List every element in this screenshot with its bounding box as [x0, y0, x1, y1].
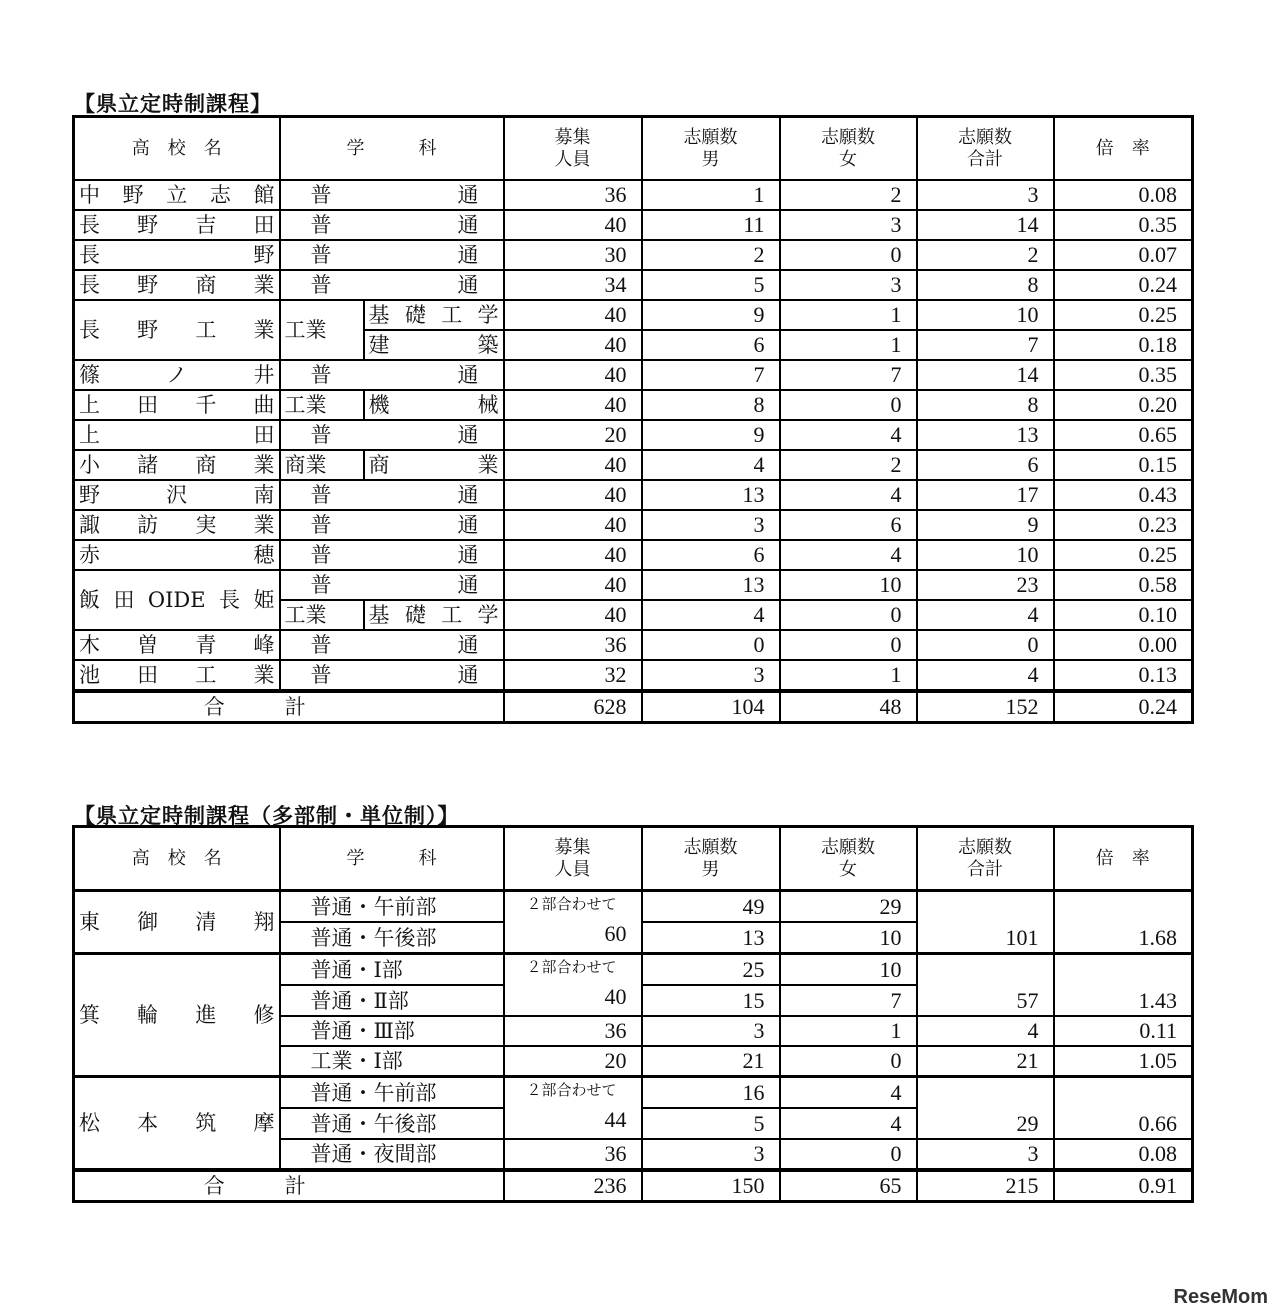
total-cell: 17	[917, 480, 1054, 510]
ratio-cell: 0.25	[1054, 300, 1193, 330]
header-female: 志願数 女	[780, 117, 917, 181]
table-row	[74, 300, 1193, 330]
capacity-cell: 40	[504, 600, 642, 630]
total-label: 合計	[74, 1170, 504, 1202]
female-cell: 2	[780, 450, 917, 480]
capacity-cell: 36	[504, 630, 642, 660]
total-cell: 4	[917, 660, 1054, 691]
ratio-cell: 1.05	[1054, 1046, 1193, 1077]
female-cell: 10	[780, 570, 917, 600]
dept: 普通	[280, 480, 504, 510]
dept: 普通	[280, 420, 504, 450]
table-row	[74, 420, 1193, 450]
capacity-cell: 40	[504, 210, 642, 240]
female-cell: 0	[780, 390, 917, 420]
school-name: 小諸商業	[74, 450, 280, 480]
female-cell: 4	[780, 480, 917, 510]
capacity-value: 44	[604, 1107, 627, 1132]
school-name: 中野立志館	[74, 180, 280, 210]
female-cell: 1	[780, 1016, 917, 1046]
table-row	[74, 891, 1193, 923]
total-cell: 13	[917, 420, 1054, 450]
sum-ratio: 0.91	[1054, 1170, 1193, 1202]
female-cell: 1	[780, 660, 917, 691]
sub-dept: 基礎工学	[364, 300, 504, 330]
male-cell: 9	[642, 300, 780, 330]
female-cell: 4	[780, 420, 917, 450]
capacity-cell: 40	[504, 510, 642, 540]
school-name: 長野商業	[74, 270, 280, 300]
male-cell: 7	[642, 360, 780, 390]
ratio-cell: 0.65	[1054, 420, 1193, 450]
school-name: 池田工業	[74, 660, 280, 691]
female-cell: 29	[780, 891, 917, 923]
ratio-cell: 1.68	[1054, 891, 1193, 954]
capacity-value: 60	[604, 921, 627, 946]
course: 普通・Ⅰ部	[280, 954, 504, 986]
header-ratio: 倍 率	[1054, 827, 1193, 891]
header-ratio: 倍 率	[1054, 117, 1193, 181]
dept: 普通	[280, 630, 504, 660]
ratio-cell: 0.35	[1054, 210, 1193, 240]
ratio-cell: 0.24	[1054, 270, 1193, 300]
female-cell: 0	[780, 600, 917, 630]
school-name: 長 野	[74, 240, 280, 270]
school-name: 篠ノ井	[74, 360, 280, 390]
total-cell: 2	[917, 240, 1054, 270]
sum-female: 65	[780, 1170, 917, 1202]
dept: 工業	[280, 600, 364, 630]
total-cell: 57	[917, 954, 1054, 1017]
ratio-cell: 1.43	[1054, 954, 1193, 1017]
table1-title: 【県立定時制課程】	[74, 91, 272, 116]
table-row	[74, 1077, 1193, 1109]
header-total: 志願数 合計	[917, 827, 1054, 891]
male-cell: 5	[642, 270, 780, 300]
female-cell: 0	[780, 1139, 917, 1170]
total-cell: 4	[917, 1016, 1054, 1046]
male-cell: 3	[642, 660, 780, 691]
capacity-cell: 30	[504, 240, 642, 270]
ratio-cell: 0.20	[1054, 390, 1193, 420]
female-cell: 10	[780, 922, 917, 954]
combined-note: ２部合わせて	[526, 895, 617, 913]
capacity-value: 40	[604, 984, 627, 1009]
capacity-cell: 34	[504, 270, 642, 300]
female-cell: 7	[780, 360, 917, 390]
school-name: 東御清翔	[74, 891, 280, 954]
table-row	[74, 270, 1193, 300]
male-cell: 13	[642, 570, 780, 600]
header-school: 高 校 名	[74, 117, 280, 181]
male-cell: 5	[642, 1108, 780, 1139]
male-cell: 4	[642, 600, 780, 630]
header-female: 志願数 女	[780, 827, 917, 891]
table2-title: 【県立定時制課程（多部制・単位制）】	[74, 803, 460, 828]
sub-dept: 建築	[364, 330, 504, 360]
female-cell: 10	[780, 954, 917, 986]
course: 普通・Ⅲ部	[280, 1016, 504, 1046]
male-cell: 11	[642, 210, 780, 240]
ratio-cell: 0.00	[1054, 630, 1193, 660]
dept: 普通	[280, 570, 504, 600]
female-cell: 2	[780, 180, 917, 210]
total-cell: 8	[917, 270, 1054, 300]
sum-capacity: 628	[504, 691, 642, 723]
sum-male: 104	[642, 691, 780, 723]
female-cell: 7	[780, 985, 917, 1016]
female-cell: 4	[780, 1108, 917, 1139]
dept: 普通	[280, 240, 504, 270]
ratio-cell: 0.35	[1054, 360, 1193, 390]
dept: 普通	[280, 660, 504, 691]
table-row	[74, 210, 1193, 240]
table-row	[74, 390, 1193, 420]
capacity-cell: 36	[504, 180, 642, 210]
table-row	[74, 510, 1193, 540]
total-row	[74, 691, 1193, 723]
course: 普通・午前部	[280, 1077, 504, 1109]
total-cell: 23	[917, 570, 1054, 600]
school-name: 上 田	[74, 420, 280, 450]
dept: 工業	[280, 390, 364, 420]
male-cell: 8	[642, 390, 780, 420]
ratio-cell: 0.08	[1054, 180, 1193, 210]
total-cell: 3	[917, 1139, 1054, 1170]
header-male: 志願数 男	[642, 827, 780, 891]
dept: 普通	[280, 360, 504, 390]
female-cell: 1	[780, 330, 917, 360]
dept: 工業	[280, 300, 364, 360]
capacity-cell: 40	[504, 360, 642, 390]
ratio-cell: 0.58	[1054, 570, 1193, 600]
female-cell: 1	[780, 300, 917, 330]
ratio-cell: 0.25	[1054, 540, 1193, 570]
total-cell: 29	[917, 1077, 1054, 1140]
female-cell: 4	[780, 540, 917, 570]
ratio-cell: 0.08	[1054, 1139, 1193, 1170]
course: 普通・夜間部	[280, 1139, 504, 1170]
male-cell: 3	[642, 510, 780, 540]
total-cell: 8	[917, 390, 1054, 420]
total-cell: 9	[917, 510, 1054, 540]
table-row	[74, 540, 1193, 570]
sub-dept: 商業	[364, 450, 504, 480]
male-cell: 9	[642, 420, 780, 450]
total-cell: 101	[917, 891, 1054, 954]
course: 普通・午後部	[280, 922, 504, 954]
dept: 商業	[280, 450, 364, 480]
sub-dept: 基礎工学	[364, 600, 504, 630]
sum-male: 150	[642, 1170, 780, 1202]
female-cell: 0	[780, 240, 917, 270]
table-row	[74, 240, 1193, 270]
total-cell: 0	[917, 630, 1054, 660]
table-row	[74, 360, 1193, 390]
ratio-cell: 0.43	[1054, 480, 1193, 510]
sub-dept: 機械	[364, 390, 504, 420]
school-name: 上田千曲	[74, 390, 280, 420]
capacity-cell: 20	[504, 1046, 642, 1077]
school-name: 赤 穂	[74, 540, 280, 570]
female-cell: 3	[780, 210, 917, 240]
ratio-cell: 0.10	[1054, 600, 1193, 630]
header-capacity: 募集 人員	[504, 117, 642, 181]
table-row	[74, 450, 1193, 480]
resemom-logo: ReseMom	[1173, 1286, 1268, 1308]
male-cell: 1	[642, 180, 780, 210]
dept: 普通	[280, 180, 504, 210]
total-cell: 14	[917, 360, 1054, 390]
header-dept: 学 科	[280, 827, 504, 891]
header-total: 志願数 合計	[917, 117, 1054, 181]
sum-ratio: 0.24	[1054, 691, 1193, 723]
capacity-cell: 20	[504, 420, 642, 450]
course: 普通・Ⅱ部	[280, 985, 504, 1016]
header-capacity: 募集 人員	[504, 827, 642, 891]
total-cell: 10	[917, 300, 1054, 330]
header-row	[74, 827, 1193, 891]
capacity-cell	[504, 954, 642, 1017]
capacity-cell: 40	[504, 390, 642, 420]
school-name: 長野吉田	[74, 210, 280, 240]
capacity-cell: 40	[504, 480, 642, 510]
male-cell: 16	[642, 1077, 780, 1109]
female-cell: 3	[780, 270, 917, 300]
ratio-cell: 0.13	[1054, 660, 1193, 691]
course: 普通・午後部	[280, 1108, 504, 1139]
male-cell: 21	[642, 1046, 780, 1077]
ratio-cell: 0.23	[1054, 510, 1193, 540]
course: 普通・午前部	[280, 891, 504, 923]
school-name: 諏訪実業	[74, 510, 280, 540]
total-cell: 10	[917, 540, 1054, 570]
capacity-cell	[504, 891, 642, 954]
capacity-cell: 36	[504, 1139, 642, 1170]
sum-capacity: 236	[504, 1170, 642, 1202]
male-cell: 13	[642, 922, 780, 954]
dept: 普通	[280, 270, 504, 300]
course: 工業・Ⅰ部	[280, 1046, 504, 1077]
female-cell: 6	[780, 510, 917, 540]
header-male: 志願数 男	[642, 117, 780, 181]
female-cell: 0	[780, 1046, 917, 1077]
total-cell: 4	[917, 600, 1054, 630]
table-teijisei	[72, 115, 1194, 724]
male-cell: 13	[642, 480, 780, 510]
male-cell: 4	[642, 450, 780, 480]
table-tabusei	[72, 825, 1194, 1203]
sum-total: 152	[917, 691, 1054, 723]
table-row	[74, 660, 1193, 691]
total-row	[74, 1170, 1193, 1202]
sum-total: 215	[917, 1170, 1054, 1202]
dept: 普通	[280, 540, 504, 570]
combined-note: ２部合わせて	[526, 958, 617, 976]
male-cell: 3	[642, 1139, 780, 1170]
school-name: 飯田OIDE長姫	[74, 570, 280, 630]
sum-female: 48	[780, 691, 917, 723]
table-row	[74, 954, 1193, 986]
ratio-cell: 0.18	[1054, 330, 1193, 360]
male-cell: 3	[642, 1016, 780, 1046]
school-name: 木曽青峰	[74, 630, 280, 660]
header-row	[74, 117, 1193, 181]
dept: 普通	[280, 510, 504, 540]
table-row	[74, 180, 1193, 210]
combined-note: ２部合わせて	[526, 1081, 617, 1099]
total-cell: 7	[917, 330, 1054, 360]
total-cell: 21	[917, 1046, 1054, 1077]
male-cell: 49	[642, 891, 780, 923]
school-name: 松本筑摩	[74, 1077, 280, 1171]
school-name: 長野工業	[74, 300, 280, 360]
ratio-cell: 0.11	[1054, 1016, 1193, 1046]
female-cell: 0	[780, 630, 917, 660]
capacity-cell: 32	[504, 660, 642, 691]
dept: 普通	[280, 210, 504, 240]
capacity-cell: 40	[504, 330, 642, 360]
total-cell: 14	[917, 210, 1054, 240]
table-row	[74, 630, 1193, 660]
capacity-cell: 40	[504, 450, 642, 480]
capacity-cell: 40	[504, 570, 642, 600]
female-cell: 4	[780, 1077, 917, 1109]
male-cell: 0	[642, 630, 780, 660]
total-cell: 6	[917, 450, 1054, 480]
school-name: 野沢南	[74, 480, 280, 510]
header-school: 高 校 名	[74, 827, 280, 891]
table-row	[74, 480, 1193, 510]
capacity-cell: 40	[504, 540, 642, 570]
capacity-cell: 40	[504, 300, 642, 330]
male-cell: 6	[642, 330, 780, 360]
school-name: 箕輪進修	[74, 954, 280, 1077]
ratio-cell: 0.15	[1054, 450, 1193, 480]
total-cell: 3	[917, 180, 1054, 210]
total-label: 合計	[74, 691, 504, 723]
capacity-cell	[504, 1077, 642, 1140]
capacity-cell: 36	[504, 1016, 642, 1046]
table-row	[74, 570, 1193, 600]
ratio-cell: 0.66	[1054, 1077, 1193, 1140]
male-cell: 25	[642, 954, 780, 986]
male-cell: 15	[642, 985, 780, 1016]
header-dept: 学 科	[280, 117, 504, 181]
male-cell: 2	[642, 240, 780, 270]
male-cell: 6	[642, 540, 780, 570]
ratio-cell: 0.07	[1054, 240, 1193, 270]
